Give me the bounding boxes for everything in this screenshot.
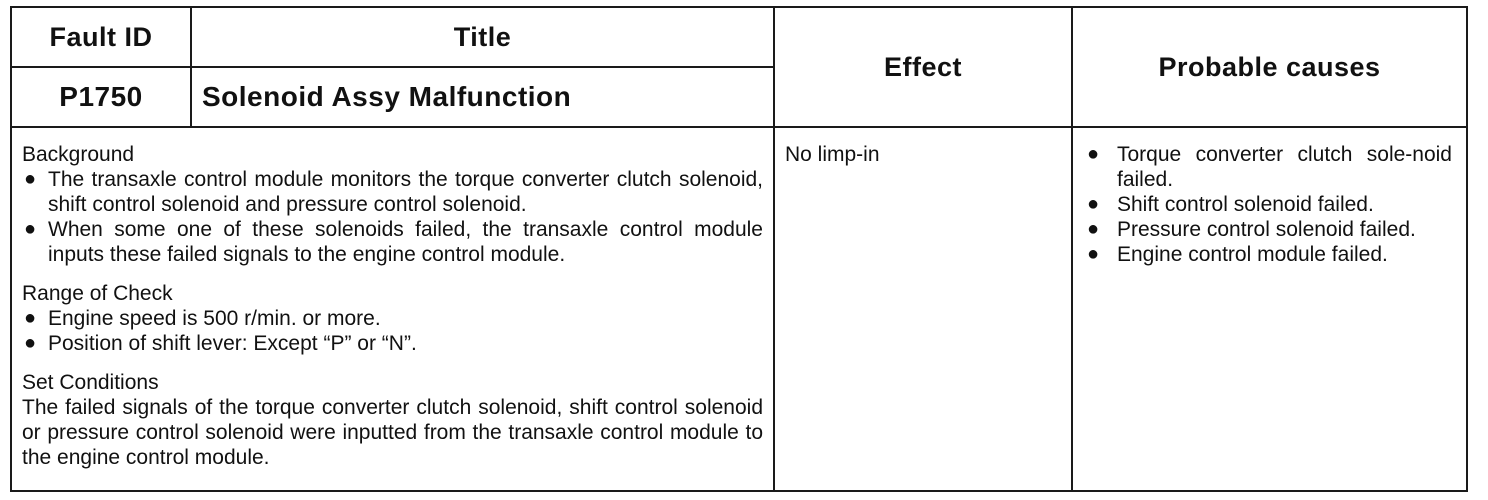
list-item bbox=[22, 306, 763, 331]
range-heading: Range of Check bbox=[22, 282, 173, 305]
title-header: Title bbox=[191, 7, 774, 67]
list-item bbox=[1085, 242, 1452, 267]
cause-item-4: Engine control module failed. bbox=[1117, 243, 1388, 266]
bullet-icon: ● bbox=[24, 218, 37, 240]
cause-item-1: Torque converter clutch sole-noid failed. bbox=[1117, 143, 1452, 191]
background-item-1: The transaxle control module monitors the torque converter clutch solenoid, shift control solenoid and pressure control solenoid. bbox=[48, 168, 763, 216]
range-item-1: Engine speed is 500 r/min. or more. bbox=[48, 307, 381, 330]
bullet-icon: ● bbox=[1087, 218, 1100, 240]
probable-causes-header: Probable causes bbox=[1072, 7, 1467, 127]
cause-item-2: Shift control solenoid failed. bbox=[1117, 193, 1374, 216]
fault-id-value: P1750 bbox=[11, 67, 191, 127]
effect-text: No limp-in bbox=[785, 143, 880, 166]
background-section bbox=[22, 142, 763, 267]
effect-cell bbox=[774, 127, 1072, 491]
list-item bbox=[1085, 192, 1452, 217]
header-row-1 bbox=[11, 7, 1467, 67]
body-row bbox=[11, 127, 1467, 491]
cause-item-3: Pressure control solenoid failed. bbox=[1117, 218, 1416, 241]
fault-title-value: Solenoid Assy Malfunction bbox=[191, 67, 774, 127]
fault-id-header: Fault ID bbox=[11, 7, 191, 67]
list-item bbox=[22, 217, 763, 267]
background-heading: Background bbox=[22, 143, 135, 166]
bullet-icon: ● bbox=[24, 307, 37, 329]
range-of-check-section bbox=[22, 281, 763, 356]
background-item-2: When some one of these solenoids failed, the transaxle control module inputs these failed signals to the engine control module. bbox=[48, 218, 763, 266]
set-conditions-text: The failed signals of the torque converter clutch solenoid, shift control solenoid or pressure control solenoid were inputted from the transaxle control module to the engine control module. bbox=[22, 396, 763, 469]
bullet-icon: ● bbox=[1087, 193, 1100, 215]
fault-table bbox=[10, 6, 1468, 492]
bullet-icon: ● bbox=[24, 168, 37, 190]
list-item bbox=[22, 331, 763, 356]
set-conditions-section bbox=[22, 370, 763, 470]
list-item bbox=[22, 167, 763, 217]
list-item bbox=[1085, 142, 1452, 192]
probable-causes-cell bbox=[1072, 127, 1467, 491]
bullet-icon: ● bbox=[24, 332, 37, 354]
range-item-2: Position of shift lever: Except “P” or “N”. bbox=[48, 332, 417, 355]
list-item bbox=[1085, 217, 1452, 242]
set-conditions-heading: Set Conditions bbox=[22, 371, 159, 394]
bullet-icon: ● bbox=[1087, 243, 1100, 265]
details-cell bbox=[11, 127, 774, 491]
bullet-icon: ● bbox=[1087, 143, 1100, 165]
effect-header: Effect bbox=[774, 7, 1072, 127]
